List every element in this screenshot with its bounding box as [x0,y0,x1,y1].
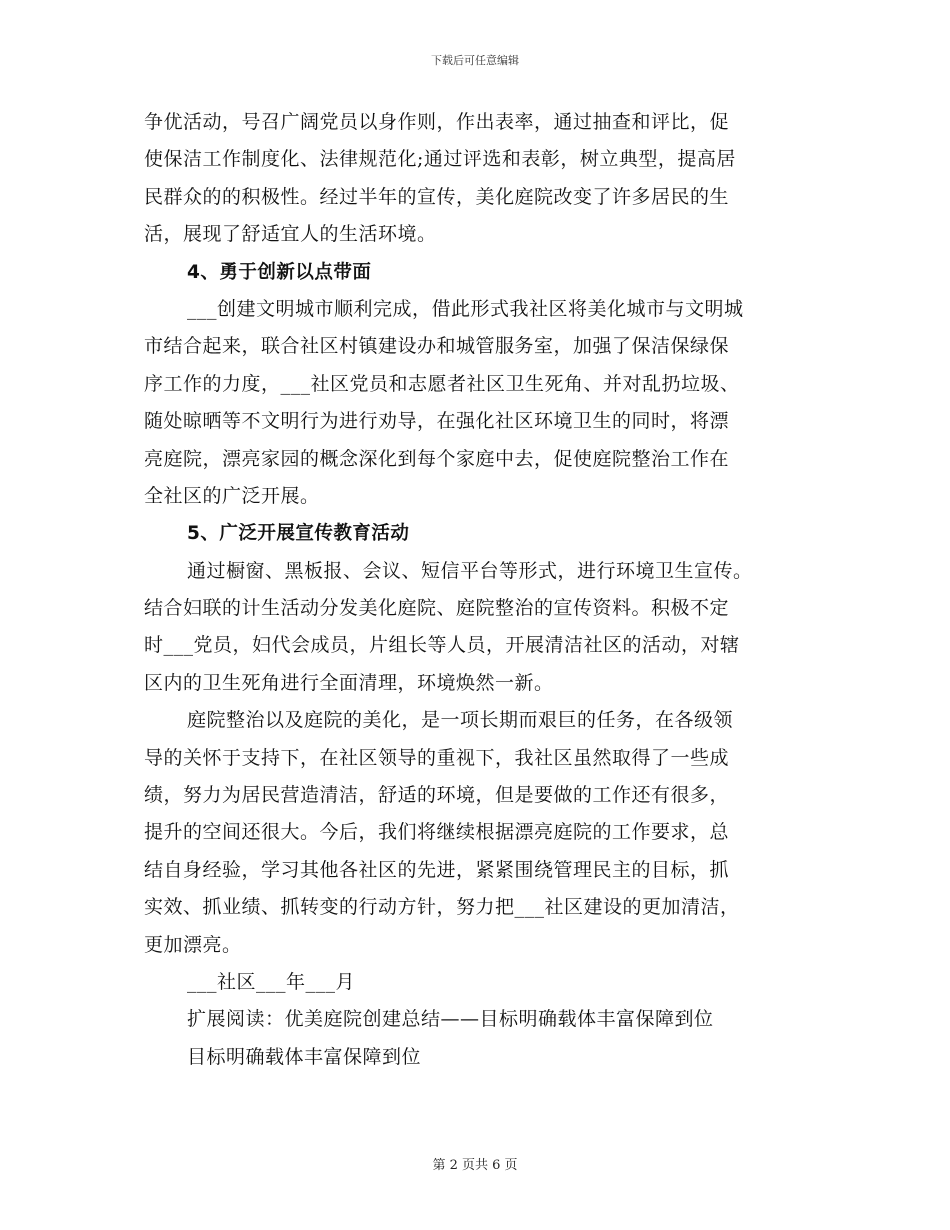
section-heading-5: 5、广泛开展宣传教育活动 [187,523,410,545]
body-line: 民群众的的积极性。经过半年的宣传，美化庭院改变了许多居民的生 [144,185,730,208]
body-line: 时___党员，妇代会成员，片组长等人员，开展清洁社区的活动，对辖 [144,634,740,657]
body-line: 绩，努力为居民营造清洁，舒适的环境，但是要做的工作还有很多， [144,784,730,807]
body-line: 全社区的广泛开展。 [144,484,320,507]
body-line: 序工作的力度，___社区党员和志愿者社区卫生死角、并对乱扔垃圾、 [144,372,740,395]
body-line: 实效、抓业绩、抓转变的行动方针，努力把___社区建设的更加清洁， [144,896,740,919]
document-body [144,104,814,1076]
subtitle-line: 目标明确载体丰富保障到位 [187,1045,422,1068]
page-footer: 第 2 页共 6 页 [432,1158,518,1173]
paragraph-start: ___创建文明城市顺利完成，借此形式我社区将美化城市与文明城 [187,297,744,320]
body-line: 市结合起来，联合社区村镇建设办和城管服务室，加强了保洁保绿保 [144,335,730,358]
body-line: 随处晾晒等不文明行为进行劝导，在强化社区环境卫生的同时，将漂 [144,410,730,433]
paragraph-start: 庭院整治以及庭院的美化，是一项长期而艰巨的任务，在各级领 [187,709,734,732]
body-line: 亮庭院，漂亮家园的概念深化到每个家庭中去，促使庭院整治工作在 [144,447,730,470]
page-header: 下载后可任意编辑 [431,54,519,67]
paragraph-start: 通过橱窗、黑板报、会议、短信平台等形式，进行环境卫生宣传。 [187,559,753,582]
body-line: 使保洁工作制度化、法律规范化;通过评选和表彰，树立典型，提高居 [144,148,736,171]
body-line: 更加漂亮。 [144,933,242,956]
body-line: 结自身经验，学习其他各社区的先进，紧紧围绕管理民主的目标，抓 [144,858,730,881]
signature-line: ___社区___年___月 [187,970,356,993]
body-line: 导的关怀于支持下，在社区领导的重视下，我社区虽然取得了一些成 [144,746,730,769]
section-heading-4: 4、勇于创新以点带面 [187,261,372,283]
body-line: 争优活动，号召广阔党员以身作则，作出表率，通过抽查和评比，促 [144,111,730,133]
body-line: 提升的空间还很大。今后，我们将继续根据漂亮庭院的工作要求，总 [144,821,730,844]
extended-reading-title: 扩展阅读：优美庭院创建总结——目标明确载体丰富保障到位 [187,1008,714,1031]
body-line: 活，展现了舒适宜人的生活环境。 [144,223,437,246]
body-line: 结合妇联的计生活动分发美化庭院、庭院整治的宣传资料。积极不定 [144,597,730,620]
body-line: 区内的卫生死角进行全面清理，环境焕然一新。 [144,671,554,694]
